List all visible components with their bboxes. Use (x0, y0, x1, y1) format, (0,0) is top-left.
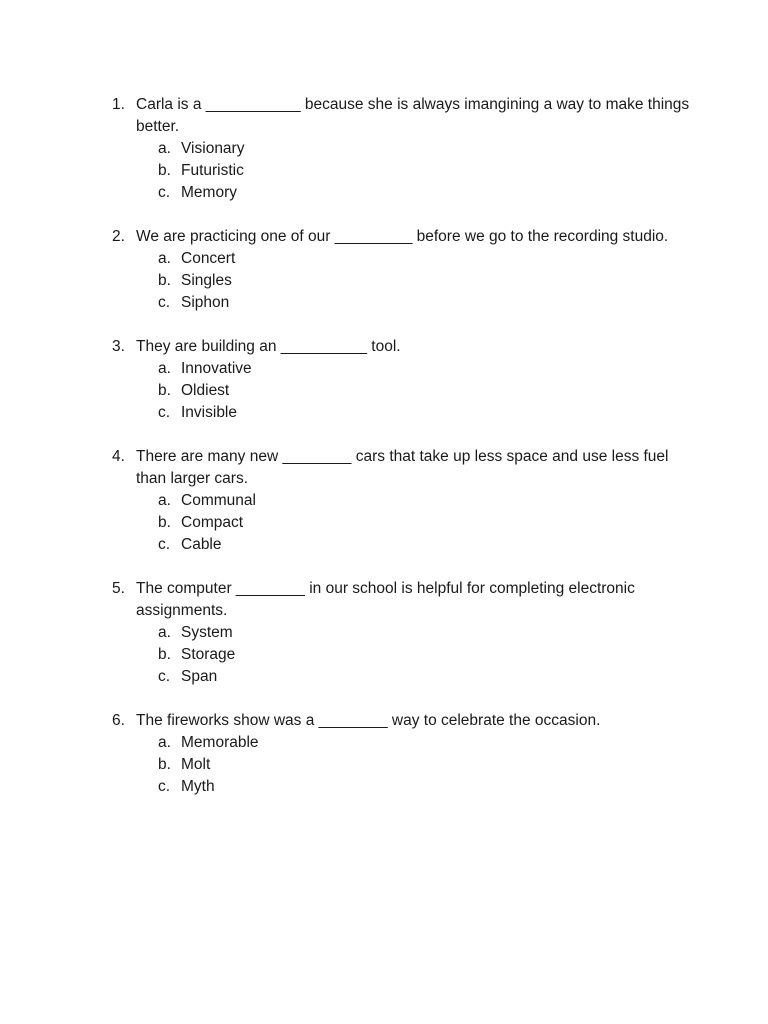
option-text: Innovative (181, 360, 252, 377)
option-text: System (181, 624, 233, 641)
question-text: They are building an __________ tool. (136, 338, 401, 355)
option-text: Communal (181, 492, 256, 509)
option-letter: b. (158, 646, 171, 663)
question-number: 2. (112, 228, 125, 245)
option-text: Oldiest (181, 382, 230, 399)
option-item (112, 380, 692, 402)
option-item (112, 754, 692, 776)
option-text: Siphon (181, 294, 230, 311)
option-letter: a. (158, 734, 171, 751)
option-item (112, 138, 692, 160)
option-item (112, 644, 692, 666)
question-item (112, 446, 692, 556)
option-list (112, 490, 692, 556)
option-item (112, 534, 692, 556)
option-text: Myth (181, 778, 215, 795)
question-text: There are many new ________ cars that take up less space and use less fuel than larger cars. (136, 448, 669, 487)
option-letter: b. (158, 382, 171, 399)
question-number: 1. (112, 96, 125, 113)
option-text: Concert (181, 250, 236, 267)
question-text: We are practicing one of our _________ before we go to the recording studio. (136, 228, 669, 245)
option-text: Span (181, 668, 218, 685)
option-letter: a. (158, 250, 171, 267)
option-item (112, 270, 692, 292)
question-number: 4. (112, 448, 125, 465)
option-text: Memorable (181, 734, 259, 751)
option-letter: a. (158, 360, 171, 377)
option-text: Singles (181, 272, 232, 289)
option-item (112, 160, 692, 182)
question-number: 3. (112, 338, 125, 355)
option-letter: c. (158, 404, 171, 421)
option-text: Cable (181, 536, 222, 553)
question-text: Carla is a ___________ because she is always imangining a way to make things better. (136, 96, 690, 135)
option-letter: c. (158, 778, 171, 795)
question-item (112, 710, 692, 798)
option-item (112, 622, 692, 644)
option-letter: a. (158, 624, 171, 641)
question-item (112, 578, 692, 688)
question-list (112, 94, 692, 820)
question-item (112, 226, 692, 314)
option-item (112, 248, 692, 270)
option-list (112, 248, 692, 314)
option-list (112, 732, 692, 798)
option-item (112, 358, 692, 380)
option-letter: b. (158, 514, 171, 531)
option-letter: a. (158, 492, 171, 509)
option-item (112, 512, 692, 534)
option-list (112, 622, 692, 688)
option-letter: b. (158, 756, 171, 773)
option-letter: c. (158, 668, 171, 685)
option-text: Invisible (181, 404, 237, 421)
option-text: Storage (181, 646, 236, 663)
option-item (112, 402, 692, 424)
question-text: The computer ________ in our school is helpful for completing electronic assignments. (136, 580, 635, 619)
option-letter: a. (158, 140, 171, 157)
option-item (112, 490, 692, 512)
option-text: Visionary (181, 140, 245, 157)
option-letter: c. (158, 536, 171, 553)
question-number: 5. (112, 580, 125, 597)
question-item (112, 94, 692, 204)
question-text: The fireworks show was a ________ way to celebrate the occasion. (136, 712, 601, 729)
option-text: Futuristic (181, 162, 244, 179)
option-item (112, 732, 692, 754)
option-letter: b. (158, 272, 171, 289)
option-letter: c. (158, 294, 171, 311)
option-text: Molt (181, 756, 211, 773)
option-list (112, 138, 692, 204)
option-item (112, 292, 692, 314)
option-letter: b. (158, 162, 171, 179)
option-item (112, 776, 692, 798)
option-letter: c. (158, 184, 171, 201)
option-item (112, 182, 692, 204)
option-list (112, 358, 692, 424)
question-number: 6. (112, 712, 125, 729)
question-item (112, 336, 692, 424)
option-text: Memory (181, 184, 237, 201)
option-text: Compact (181, 514, 244, 531)
option-item (112, 666, 692, 688)
